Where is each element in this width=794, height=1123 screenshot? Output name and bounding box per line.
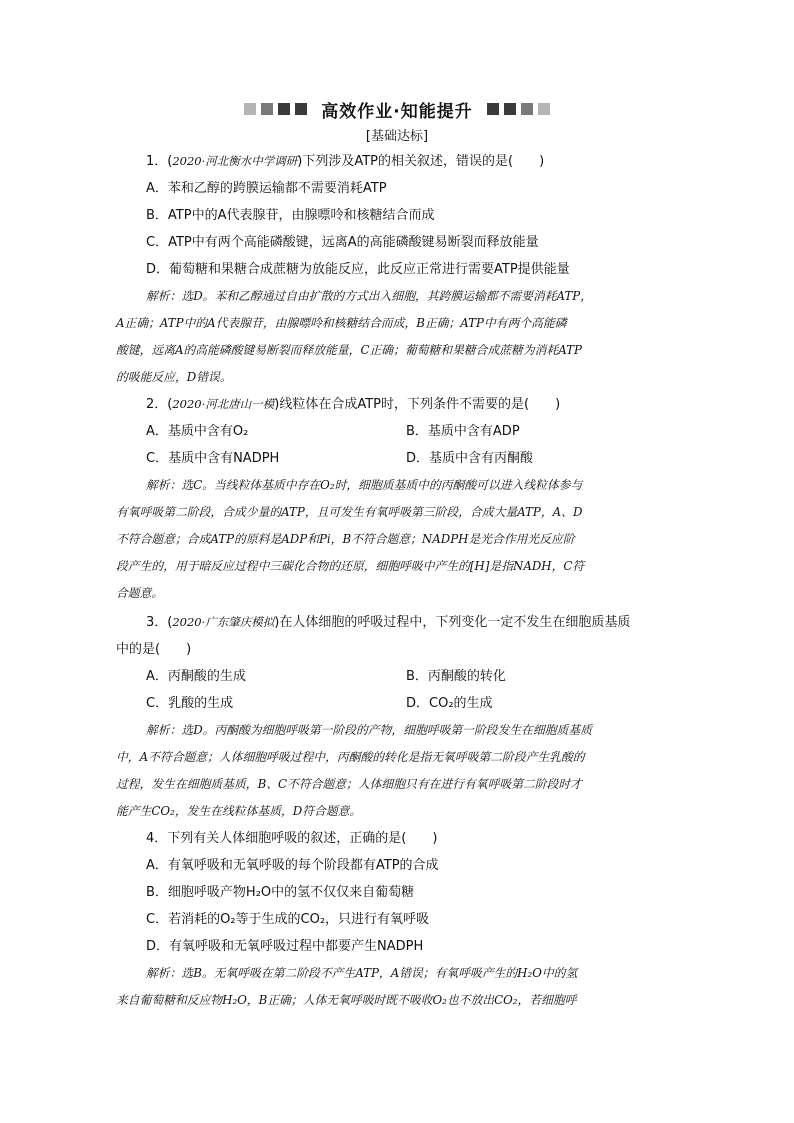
option-b: B．细胞呼吸产物H₂O中的氢不仅仅来自葡萄糖: [146, 885, 415, 900]
question-number: 1．(: [146, 154, 173, 169]
explanation-line: 中，A不符合题意；人体细胞呼吸过程中，丙酮酸的转化是指无氧呼吸第二阶段产生乳酸的: [116, 750, 585, 764]
explanation-line: 合题意。: [116, 586, 164, 600]
explanation-line: 解析：选D。丙酮酸为细胞呼吸第一阶段的产物，细胞呼吸第一阶段发生在细胞质基质: [146, 723, 592, 737]
option-c: C．若消耗的O₂等于生成的CO₂，只进行有氧呼吸: [146, 912, 430, 927]
option-d: D．葡萄糖和果糖合成蔗糖为放能反应，此反应正常进行需要ATP提供能量: [146, 262, 570, 277]
question-source: 2020·河北衡水中学调研: [172, 154, 298, 168]
option-b: B．丙酮酸的转化: [406, 669, 506, 684]
explanation-line: 解析：选D。苯和乙醇通过自由扩散的方式出入细胞，其跨膜运输都不需要消耗ATP，: [146, 289, 593, 303]
option-b: B．基质中含有ADP: [406, 424, 520, 439]
section-header: [0, 96, 794, 122]
square-dark: [487, 103, 499, 115]
questions: [116, 148, 676, 1014]
left-decoration: [244, 103, 307, 115]
question-3-stem-cont: 中的是( ): [116, 642, 192, 657]
explanation-line: 来自葡萄糖和反应物H₂O，B正确；人体无氧呼吸时既不吸收O₂也不放出CO₂，若细胞呼: [116, 993, 577, 1007]
square-mid: [521, 103, 533, 115]
explanation-line: 过程，发生在细胞质基质，B、C不符合题意；人体细胞只有在进行有氧呼吸第二阶段时才: [116, 777, 582, 791]
option-a: A．苯和乙醇的跨膜运输都不需要消耗ATP: [146, 181, 387, 196]
question-number: 2．(: [146, 397, 173, 412]
question-source: 2020·广东肇庆模拟: [172, 615, 275, 629]
option-a: A．有氧呼吸和无氧呼吸的每个阶段都有ATP的合成: [146, 858, 439, 873]
page-title: 高效作业·知能提升: [321, 101, 473, 122]
options-row: [116, 418, 676, 445]
option-c: C．乳酸的生成: [146, 696, 234, 711]
square-dark: [504, 103, 516, 115]
question-3-stem: [116, 609, 676, 636]
options-row: [116, 445, 676, 472]
question-1-stem: [116, 148, 676, 175]
option-a: A．丙酮酸的生成: [146, 669, 246, 684]
question-source: 2020·河北唐山一模: [172, 397, 275, 411]
explanation-line: 酸键，远离A的高能磷酸键易断裂而释放能量，C正确；葡萄糖和果糖合成蔗糖为消耗ATP: [116, 343, 582, 357]
explanation-line: 解析：选C。当线粒体基质中存在O₂时，细胞质基质中的丙酮酸可以进入线粒体参与: [146, 478, 583, 492]
square-dark: [295, 103, 307, 115]
question-text: )在人体细胞的呼吸过程中，下列变化一定不发生在细胞质基质: [274, 615, 631, 630]
option-a: A．基质中含有O₂: [146, 424, 249, 439]
explanation-line: 解析：选B。无氧呼吸在第二阶段不产生ATP，A错误；有氧呼吸产生的H₂O中的氢: [146, 966, 578, 980]
question-number: 3．(: [146, 615, 173, 630]
explanation-line: A正确；ATP中的A代表腺苷，由腺嘌呤和核糖结合而成，B正确；ATP中有两个高能磷: [116, 316, 567, 330]
explanation-line: 能产生CO₂，发生在线粒体基质，D符合题意。: [116, 804, 362, 818]
option-c: C．基质中含有NADPH: [146, 451, 280, 466]
square-light: [538, 103, 550, 115]
option-b: B．ATP中的A代表腺苷，由腺嘌呤和核糖结合而成: [146, 208, 435, 223]
explanation-line: 的吸能反应，D错误。: [116, 370, 232, 384]
square-light: [244, 103, 256, 115]
explanation-line: 段产生的，用于暗反应过程中三碳化合物的还原，细胞呼吸中产生的[H]是指NADH，C符: [116, 559, 585, 573]
options-row: [116, 690, 676, 717]
question-text: )下列涉及ATP的相关叙述，错误的是( ): [297, 154, 545, 169]
square-mid: [261, 103, 273, 115]
section-label: [基础达标]: [365, 129, 429, 144]
question-2-stem: [116, 391, 676, 418]
options-row: [116, 663, 676, 690]
option-d: D．基质中含有丙酮酸: [406, 451, 534, 466]
question-4-stem: 4．下列有关人体细胞呼吸的叙述，正确的是( ): [146, 831, 438, 846]
option-d: D．有氧呼吸和无氧呼吸过程中都要产生NADPH: [146, 939, 424, 954]
question-text: )线粒体在合成ATP时，下列条件不需要的是( ): [274, 397, 561, 412]
explanation-line: 有氧呼吸第二阶段，合成少量的ATP，且可发生有氧呼吸第三阶段，合成大量ATP，A、D: [116, 505, 583, 519]
option-c: C．ATP中有两个高能磷酸键，远离A的高能磷酸键易断裂而释放能量: [146, 235, 539, 250]
square-dark: [278, 103, 290, 115]
explanation-line: 不符合题意；合成ATP的原料是ADP和Pi，B不符合题意；NADPH是光合作用光反应阶: [116, 532, 575, 546]
right-decoration: [487, 103, 550, 115]
option-d: D．CO₂的生成: [406, 696, 493, 711]
